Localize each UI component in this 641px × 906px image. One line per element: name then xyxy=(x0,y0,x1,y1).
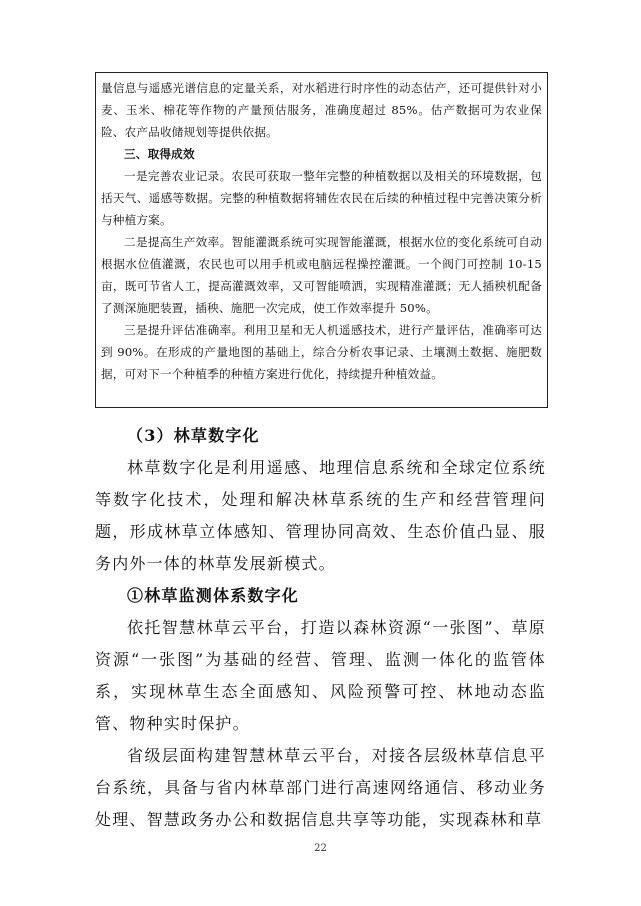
box-paragraph-yield-estimation: 量信息与遥感光谱信息的定量关系，对水稻进行时序性的动态估产，还可提供针对小麦、玉米、棉花等作物的产量预估服务，准确度超过 85%。估产数据可为农业保险、农产品收储规划等提供依据。 xyxy=(101,81,542,139)
body-paragraph-definition: 林草数字化是利用遥感、地理信息系统和全球定位系统等数字化技术，处理和解决林草系统的生产和经营管理问题，形成林草立体感知、管理协同高效、生态价值凸显、服务内外一体的林草发展新模式。 xyxy=(95,458,546,573)
body-paragraph-provincial: 省级层面构建智慧林草云平台，对接各层级林草信息平台系统，具备与省内林草部门进行高速网络通信、移动业务处理、智慧政务办公和数据信息共享等功能，实现森林和草 xyxy=(95,746,546,829)
box-paragraph-records: 一是完善农业记录。农民可获取一整年完整的种植数据以及相关的环境数据，包括天气、遥感等数据。完整的种植数据将辅佐农民在后续的种植过程中完善决策分析与种植方案。 xyxy=(101,169,542,227)
subsection-title: ①林草监测体系数字化 xyxy=(127,586,300,605)
page-number: 22 xyxy=(314,843,327,854)
box-paragraph-accuracy: 三是提升评估准确率。利用卫星和无人机遥感技术，进行产量评估，准确率可达到 90%。在形成的产量地图的基础上，综合分析农事记录、土壤测土数据、施肥数据，可对下一个种植季的种植方案进行优化，持续提升种植效益。 xyxy=(101,323,542,381)
case-study-box xyxy=(95,72,548,408)
box-paragraph-efficiency: 二是提高生产效率。智能灌溉系统可实现智能灌溉，根据水位的变化系统可自动根据水位值灌溉，农民也可以用手机或电脑远程操控灌溉。一个阀门可控制 10-15 亩，既可节省人工，提高灌溉效率，又可智能喷洒，实现精准灌溉；无人插秧机配备了测深施肥装置，插秧、施肥一次完成，使工作效率提升 50%。 xyxy=(101,235,542,315)
section-title: （3）林草数字化 xyxy=(127,426,260,445)
main-body xyxy=(95,420,546,836)
body-paragraph-platform: 依托智慧林草云平台，打造以森林资源“一张图”、草原资源“一张图”为基础的经营、管理、监测一体化的监管体系，实现林草生态全面感知、风险预警可控、林地动态监管、物种实时保护。 xyxy=(95,618,546,733)
box-heading-results: 三、取得成效 xyxy=(124,147,195,161)
